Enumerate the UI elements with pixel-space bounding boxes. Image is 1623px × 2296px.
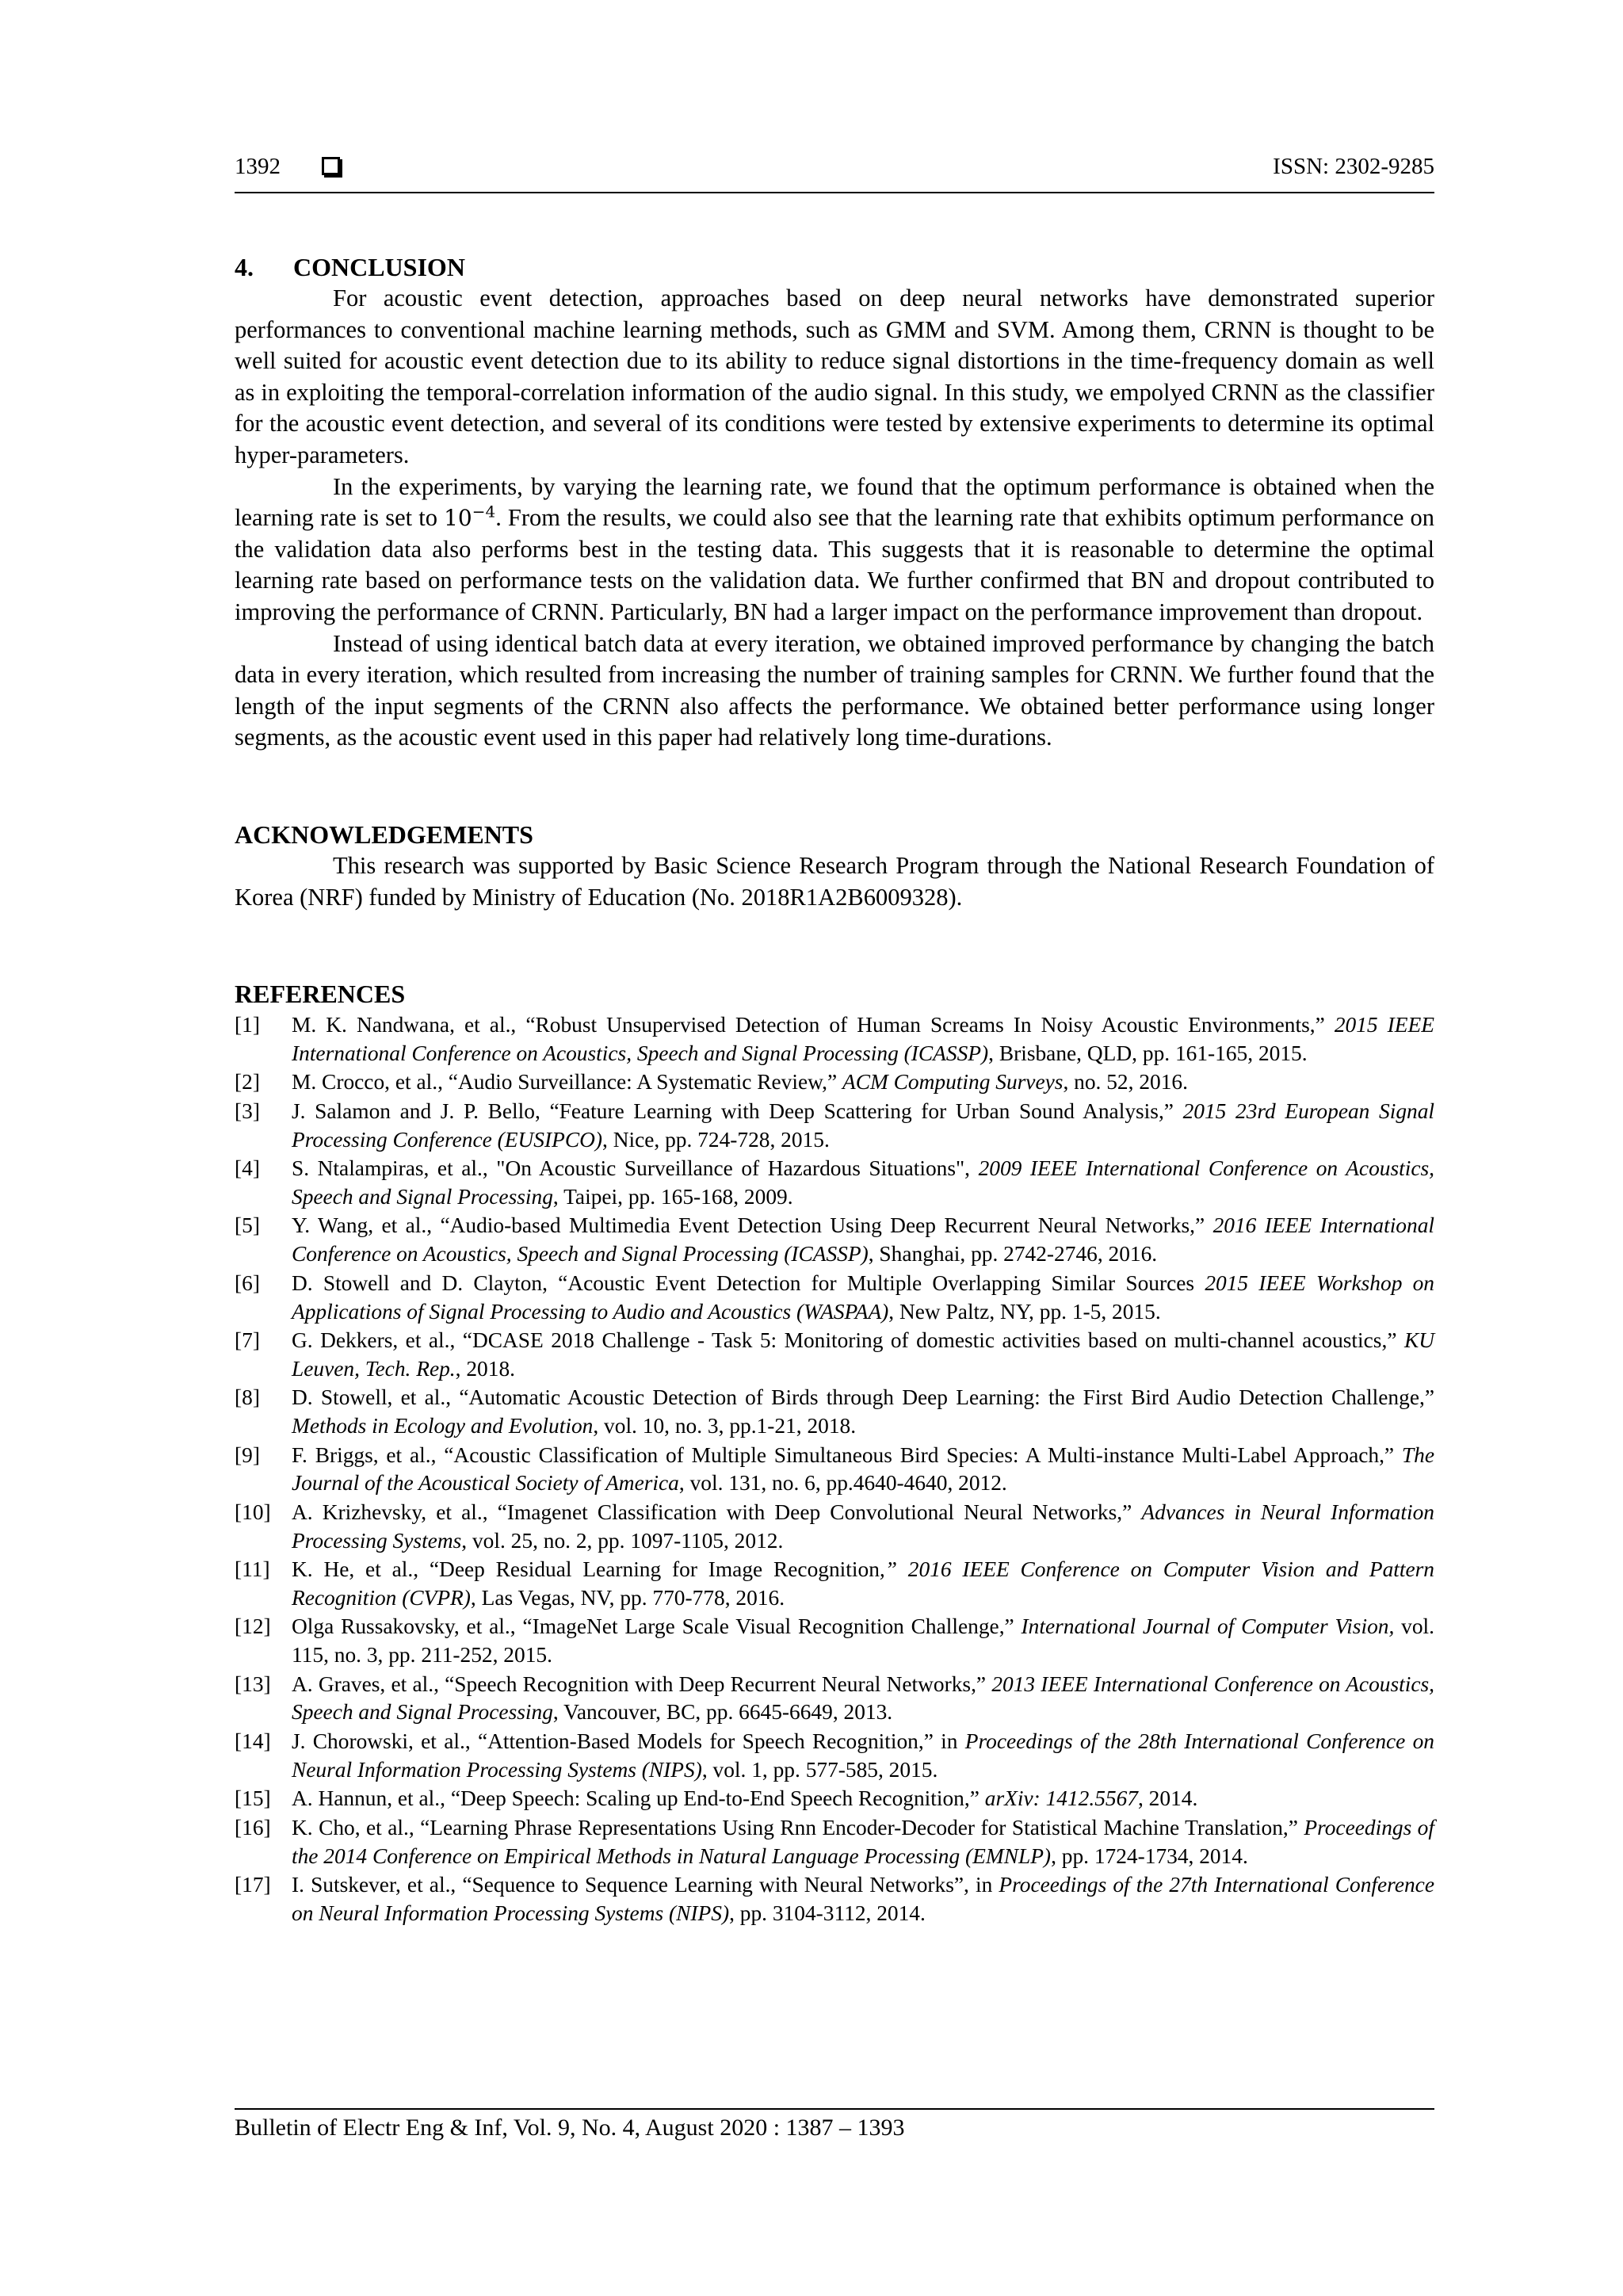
reference-item bbox=[235, 1613, 1434, 1670]
reference-text: Y. Wang, et al., “Audio-based Multimedia Event Detection Using Deep Recurrent Neural Networks,” bbox=[292, 1213, 1213, 1238]
reference-details: , Brisbane, QLD, pp. 161-165, 2015. bbox=[988, 1041, 1308, 1065]
reference-item bbox=[235, 1442, 1434, 1499]
reference-item bbox=[235, 1871, 1434, 1928]
conclusion-paragraph-2 bbox=[235, 472, 1434, 628]
reference-list bbox=[235, 1011, 1434, 1928]
conclusion-paragraph-1: For acoustic event detection, approaches based on deep neural networks have demonstrated superior performances to conventional machine learning methods, such as GMM and SVM. Among them, CRNN is thought to be well suited for acoustic event detection due to its ability to reduce signal distortions in the time-frequency domain as well as in exploiting the temporal-correlation information of the audio signal. In this study, we empolyed CRNN as the classifier for the acoustic event detection, and several of its conditions were tested by extensive experiments to determine its optimal hyper-parameters. bbox=[235, 285, 1434, 468]
reference-details: , 2018. bbox=[455, 1356, 515, 1381]
reference-text: F. Briggs, et al., “Acoustic Classification of Multiple Simultaneous Bird Species: A Multi-instance Multi-Label Approach,” bbox=[292, 1442, 1402, 1467]
reference-number: [15] bbox=[235, 1786, 271, 1811]
reference-venue: Advances in Neural Information Processing Systems bbox=[292, 1499, 1434, 1553]
reference-number: [2] bbox=[235, 1070, 260, 1095]
reference-text: Olga Russakovsky, et al., “ImageNet Large Scale Visual Recognition Challenge,” bbox=[292, 1614, 1022, 1639]
reference-venue: Proceedings of the 28th International Conference on Neural Information Processing Systems (NIPS) bbox=[292, 1729, 1434, 1782]
reference-item bbox=[235, 1814, 1434, 1871]
square-bullet-icon bbox=[322, 157, 340, 175]
reference-text: J. Chorowski, et al., “Attention-Based Models for Speech Recognition,” in bbox=[292, 1729, 965, 1753]
reference-venue: ACM Computing Surveys bbox=[842, 1070, 1064, 1095]
reference-venue: 2009 IEEE International Conference on Acoustics, Speech and Signal Processing bbox=[292, 1156, 1435, 1209]
reference-item bbox=[235, 1556, 1434, 1613]
reference-details: , pp. 3104-3112, 2014. bbox=[729, 1901, 926, 1925]
reference-details: , Nice, pp. 724-728, 2015. bbox=[602, 1127, 830, 1152]
reference-text: K. He, et al., “Deep Residual Learning for Image Recognition bbox=[292, 1557, 880, 1582]
page-footer bbox=[235, 2108, 1434, 2141]
reference-details: vol. 115, no. 3, pp. 211-252, 2015. bbox=[292, 1614, 1434, 1668]
reference-item bbox=[235, 1327, 1434, 1384]
reference-item bbox=[235, 1270, 1434, 1327]
reference-venue: 2016 IEEE International Conference on Acoustics, Speech and Signal Processing (ICASSP) bbox=[292, 1213, 1434, 1266]
reference-details: , vol. 1, pp. 577-585, 2015. bbox=[701, 1757, 938, 1782]
acknowledgements-heading: ACKNOWLEDGEMENTS bbox=[235, 819, 533, 849]
reference-text: D. Stowell and D. Clayton, “Acoustic Event Detection for Multiple Overlapping Similar Sources bbox=[292, 1270, 1205, 1295]
reference-venue: ,” 2016 IEEE Conference on Computer Vision and Pattern Recognition (CVPR) bbox=[292, 1557, 1434, 1610]
reference-number: [13] bbox=[235, 1671, 271, 1696]
references-section bbox=[235, 978, 1434, 1928]
page-content bbox=[235, 251, 1434, 1928]
reference-details: , Vancouver, BC, pp. 6645-6649, 2013. bbox=[552, 1700, 893, 1725]
reference-item bbox=[235, 1671, 1434, 1728]
reference-text: A. Graves, et al., “Speech Recognition with Deep Recurrent Neural Networks,” bbox=[292, 1671, 992, 1696]
reference-details: , Taipei, pp. 165-168, 2009. bbox=[552, 1184, 793, 1209]
reference-details: , vol. 10, no. 3, pp.1-21, 2018. bbox=[593, 1414, 857, 1438]
reference-details: , vol. 25, no. 2, pp. 1097-1105, 2012. bbox=[461, 1528, 784, 1553]
formula-base: 10 bbox=[444, 505, 472, 532]
reference-text: A. Hannun, et al., “Deep Speech: Scaling up End-to-End Speech Recognition,” bbox=[292, 1786, 985, 1811]
references-heading: REFERENCES bbox=[235, 980, 406, 1009]
reference-text: K. Cho, et al., “Learning Phrase Representations Using Rnn Encoder-Decoder for Statistical Machine Translation,” bbox=[292, 1815, 1304, 1839]
issn: ISSN: 2302-9285 bbox=[1273, 154, 1434, 179]
acknowledgements-text: This research was supported by Basic Science Research Program through the National Research Foundation of Korea (NRF) funded by Ministry of Education (No. 2018R1A2B6009328). bbox=[235, 851, 1434, 911]
reference-item bbox=[235, 1068, 1434, 1097]
reference-number: [3] bbox=[235, 1098, 260, 1123]
paragraph-text: In the experiments, by varying the learning rate, we found that the optimum performance is obtained when the learning rate is set to bbox=[235, 472, 1434, 532]
reference-item bbox=[235, 1499, 1434, 1556]
reference-text: J. Salamon and J. P. Bello, “Feature Learning with Deep Scattering for Urban Sound Analysis,” bbox=[292, 1098, 1183, 1123]
reference-number: [6] bbox=[235, 1270, 260, 1295]
reference-item bbox=[235, 1011, 1434, 1068]
reference-venue: KU Leuven, Tech. Rep. bbox=[292, 1328, 1434, 1381]
reference-number: [12] bbox=[235, 1614, 271, 1639]
reference-number: [1] bbox=[235, 1013, 260, 1037]
reference-text: S. Ntalampiras, et al., "On Acoustic Surveillance of Hazardous Situations", bbox=[292, 1156, 979, 1181]
footer-citation: Bulletin of Electr Eng & Inf, Vol. 9, No. 4, August 2020 : 1387 – 1393 bbox=[235, 2115, 905, 2141]
conclusion-heading bbox=[235, 251, 1434, 283]
reference-venue: International Journal of Computer Vision, bbox=[1021, 1614, 1395, 1639]
reference-details: , pp. 1724-1734, 2014. bbox=[1051, 1843, 1248, 1868]
reference-details: , vol. 131, no. 6, pp.4640-4640, 2012. bbox=[678, 1471, 1007, 1496]
conclusion-paragraph-3: Instead of using identical batch data at every iteration, we obtained improved performance by changing the batch data in every iteration, which resulted from increasing the number of training samples for CRNN. We further found that the length of the input segments of the CRNN also affects the performance. We obtained better performance using longer segments, as the acoustic event used in this paper had relatively long time-durations. bbox=[235, 629, 1434, 751]
reference-text: M. Crocco, et al., “Audio Surveillance: A Systematic Review,” bbox=[292, 1070, 842, 1095]
reference-number: [4] bbox=[235, 1156, 260, 1181]
reference-venue: 2015 23rd European Signal Processing Conference (EUSIPCO) bbox=[292, 1098, 1435, 1152]
reference-text: A. Krizhevsky, et al., “Imagenet Classification with Deep Convolutional Neural Networks,” bbox=[292, 1499, 1142, 1524]
reference-number: [11] bbox=[235, 1557, 270, 1582]
reference-venue: 2015 IEEE Workshop on Applications of Signal Processing to Audio and Acoustics (WASPAA) bbox=[292, 1270, 1434, 1324]
section-title: CONCLUSION bbox=[293, 253, 465, 281]
reference-details: , Shanghai, pp. 2742-2746, 2016. bbox=[868, 1242, 1158, 1266]
reference-text: D. Stowell, et al., “Automatic Acoustic Detection of Birds through Deep Learning: the First Bird Audio Detection Challenge,” bbox=[292, 1385, 1434, 1410]
reference-number: [8] bbox=[235, 1385, 260, 1410]
reference-details: , New Paltz, NY, pp. 1-5, 2015. bbox=[888, 1299, 1161, 1324]
reference-details: , 2014. bbox=[1137, 1786, 1198, 1811]
reference-number: [7] bbox=[235, 1328, 260, 1352]
reference-item bbox=[235, 1155, 1434, 1212]
reference-item bbox=[235, 1728, 1434, 1785]
paragraph-text: . From the results, we could also see that the learning rate that exhibits optimum performance on the validation data also performs best in the testing data. This suggests that it is reasonable to determine the optimal learning rate based on performance tests on the validation data. We further confirmed that BN and dropout contributed to improving the performance of CRNN. Particularly, BN had a larger impact on the performance improvement than dropout. bbox=[235, 504, 1434, 625]
reference-text: I. Sutskever, et al., “Sequence to Sequence Learning with Neural Networks”, in bbox=[292, 1873, 999, 1897]
reference-item bbox=[235, 1785, 1434, 1813]
reference-venue: Methods in Ecology and Evolution bbox=[292, 1414, 594, 1438]
reference-details: , Las Vegas, NV, pp. 770-778, 2016. bbox=[470, 1585, 785, 1610]
reference-number: [10] bbox=[235, 1499, 271, 1524]
reference-venue: Proceedings of the 27th International Conference on Neural Information Processing Systems (NIPS) bbox=[292, 1873, 1434, 1925]
page-header bbox=[235, 154, 1434, 193]
reference-text: G. Dekkers, et al., “DCASE 2018 Challenge - Task 5: Monitoring of domestic activities based on multi-channel acoustics,” bbox=[292, 1328, 1404, 1352]
page-number: 1392 bbox=[235, 154, 281, 179]
reference-item bbox=[235, 1098, 1434, 1155]
reference-venue: 2013 IEEE International Conference on Acoustics, Speech and Signal Processing bbox=[292, 1671, 1434, 1725]
reference-venue: Proceedings of the 2014 Conference on Empirical Methods in Natural Language Processing (EMNLP) bbox=[292, 1815, 1434, 1868]
section-number: 4. bbox=[235, 253, 254, 281]
reference-number: [9] bbox=[235, 1442, 260, 1467]
conclusion-section bbox=[235, 251, 1434, 754]
reference-details: , no. 52, 2016. bbox=[1063, 1070, 1188, 1095]
reference-item bbox=[235, 1384, 1434, 1441]
reference-number: [5] bbox=[235, 1213, 260, 1238]
reference-text: M. K. Nandwana, et al., “Robust Unsupervised Detection of Human Screams In Noisy Acoustic Environments,” bbox=[292, 1013, 1335, 1037]
reference-number: [16] bbox=[235, 1815, 271, 1839]
reference-venue: The Journal of the Acoustical Society of America bbox=[292, 1442, 1434, 1496]
reference-number: [17] bbox=[235, 1873, 271, 1897]
reference-item bbox=[235, 1212, 1434, 1269]
acknowledgements-section bbox=[235, 819, 1434, 913]
reference-venue: 2015 IEEE International Conference on Acoustics, Speech and Signal Processing (ICASSP) bbox=[292, 1013, 1434, 1065]
learning-rate-formula bbox=[444, 502, 496, 532]
reference-number: [14] bbox=[235, 1729, 271, 1753]
formula-exponent: −4 bbox=[472, 502, 496, 521]
reference-venue: arXiv: 1412.5567 bbox=[984, 1786, 1138, 1811]
